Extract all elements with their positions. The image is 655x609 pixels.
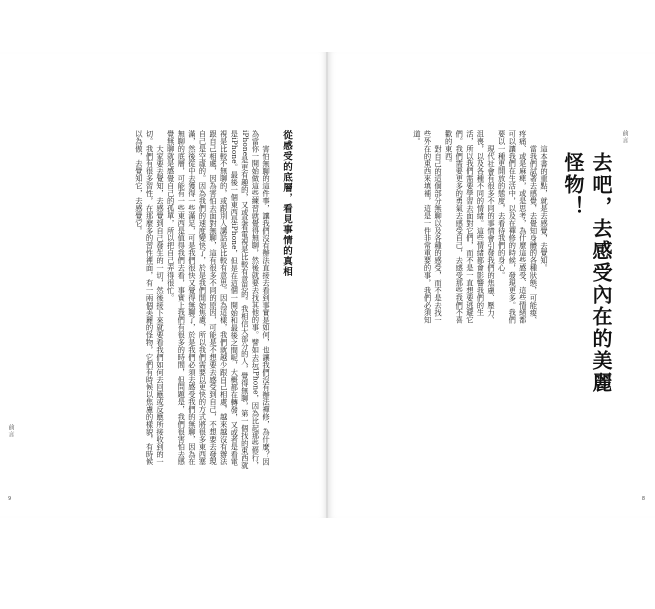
- running-head: 前言: [7, 424, 14, 438]
- body-text: [27, 130, 271, 470]
- chapter-title-text: 去吧，去感受內在的美麗怪物！: [561, 152, 613, 394]
- chapter-title: [555, 152, 615, 412]
- page-number: 8: [641, 496, 645, 502]
- paragraph: 現代社會有很多不同的事情會引發我們的焦慮、壓力、沮喪，以及各種不同的情緒。這些情緒都會影響我們的生活，所以我們需要學習去面對它們，而不是一直想要逃避它們。我們需要更多的勇氣去感受自己，去感受那些我們不喜歡的東西。: [444, 130, 497, 324]
- paragraph: 大家要去覺知，去感覺到自己發生的一切，然後接下來就要看我們如何去回應或反應所接收到的一切。我們有很多習性，在那麼多的習性裡面，有一兩個美麗的怪物，它們有時候以焦慮的樣貌，有時候以為傲，去覺知它，去感覺它。: [134, 130, 166, 466]
- page-number: 9: [8, 496, 12, 502]
- paragraph: 這本書的重點，就是去感覺，去覺知。: [540, 144, 549, 272]
- left-page: [0, 52, 327, 518]
- paragraph: 害怕無聊的這件事，讓我們沒有辦法直接去看到事實是如何，也讓我們沒有辦法禪修，為什麼？因為當你一開始做這些練習就覺得無聊，然後就要去找其他的事。譬如去玩iPhone，因為比起那些修行，iPhone是更有趣的，又或是看電視是比較有意思的。我相信大部分的人，覺得無聊，第一個找的東西就是iPhone。最後一個東西是iPhone，但是在這個一開始和最後之間呢，大概都在轉發，又或者是看電視是比較不無聊的，或跟別人講話是比較有意思。因為這樣，我們就越少跟自己相處，越來越沒有辦法跟自己相處，因為害怕去面對無聊，這有很多不同的原因，可能是不想要去感受到自己，不想要去發現自己是空虛的。因為我們的速度變快了，於是我們開始焦慮，所以我們需要以更快的方式將很多東西塞滿，然後從中去獲得一些滿足，可是我們很快又覺得無聊了，於是我們必須去感受我們的無聊，因為在無聊的底層，可能有一些東西是值得我們去看，事實上我們有很多的時間，但問題是，我們很害怕去感覺無聊就是感覺自己的孤單，所以把自己弄得很忙。: [166, 130, 271, 470]
- running-head: 前言: [621, 130, 628, 144]
- section-heading: 從感受的底層，看見事情的真相: [281, 130, 292, 277]
- book-spread: [0, 52, 655, 518]
- right-page: [328, 52, 655, 518]
- paragraph: 當我們試著去感覺，去覺知身體的各種狀態，可能痠、疼痛、或是麻痺，或是思考，為什麼這些感受、這些情緒都可以讓我們在生活中，以及在禪修的時候，發現更多。我們要以一種更開放的態度，去看待我們的身心。: [497, 130, 539, 324]
- paragraph: 對自己的這個部分無聊以及各種的感受，而不是去找一些外在的東西來填補，這是一件非常重要的事，我們必須知道。: [412, 130, 444, 324]
- body-text: [359, 130, 549, 325]
